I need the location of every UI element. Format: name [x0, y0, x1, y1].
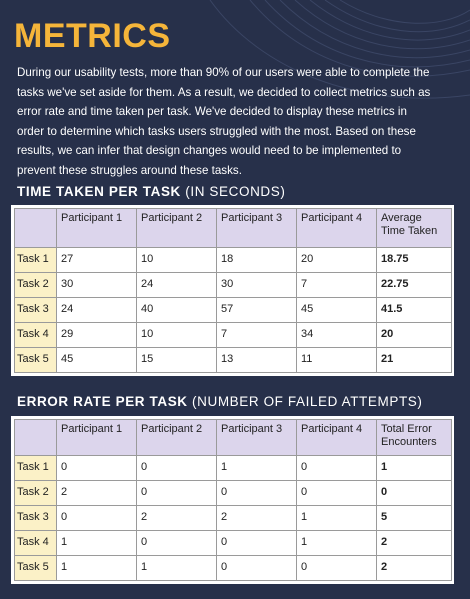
- row-label: Task 2: [15, 481, 57, 506]
- header-cell: Participant 2: [137, 209, 217, 248]
- row-label: Task 1: [15, 248, 57, 273]
- time-table-header-row: [15, 209, 452, 248]
- total-cell: 5: [377, 506, 452, 531]
- row-label: Task 3: [15, 506, 57, 531]
- table-cell: 0: [217, 531, 297, 556]
- table-row: [15, 248, 452, 273]
- total-cell: 1: [377, 456, 452, 481]
- average-cell: 18.75: [377, 248, 452, 273]
- row-label: Task 5: [15, 348, 57, 373]
- table-cell: 1: [57, 531, 137, 556]
- row-label: Task 4: [15, 323, 57, 348]
- table-cell: 57: [217, 298, 297, 323]
- table-row: [15, 506, 452, 531]
- page-title: METRICS: [14, 17, 171, 55]
- error-heading-rest: (NUMBER OF FAILED ATTEMPTS): [192, 394, 423, 409]
- table-cell: 0: [297, 481, 377, 506]
- row-label: Task 1: [15, 456, 57, 481]
- table-row: [15, 481, 452, 506]
- error-table-header-row: [15, 420, 452, 456]
- row-label: Task 3: [15, 298, 57, 323]
- table-cell: 7: [297, 273, 377, 298]
- total-cell: 2: [377, 556, 452, 581]
- header-cell: Average Time Taken: [377, 209, 452, 248]
- table-cell: 0: [57, 506, 137, 531]
- header-cell: Participant 1: [57, 420, 137, 456]
- total-cell: 2: [377, 531, 452, 556]
- time-heading-bold: TIME TAKEN PER TASK: [17, 184, 181, 199]
- table-row: [15, 298, 452, 323]
- time-heading-rest: (IN SECONDS): [185, 184, 286, 199]
- time-table: [14, 208, 452, 373]
- header-cell: Total Error Encounters: [377, 420, 452, 456]
- time-table-container: [11, 205, 454, 376]
- header-cell: Participant 4: [297, 420, 377, 456]
- table-cell: 29: [57, 323, 137, 348]
- table-cell: 10: [137, 248, 217, 273]
- row-label: Task 5: [15, 556, 57, 581]
- average-cell: 20: [377, 323, 452, 348]
- table-row: [15, 273, 452, 298]
- average-cell: 21: [377, 348, 452, 373]
- table-row: [15, 531, 452, 556]
- table-cell: 1: [137, 556, 217, 581]
- table-cell: 13: [217, 348, 297, 373]
- table-cell: 2: [57, 481, 137, 506]
- table-cell: 24: [57, 298, 137, 323]
- header-cell: Participant 3: [217, 420, 297, 456]
- table-cell: 2: [137, 506, 217, 531]
- header-cell: Participant 4: [297, 209, 377, 248]
- header-cell: Participant 2: [137, 420, 217, 456]
- table-cell: 45: [297, 298, 377, 323]
- table-cell: 27: [57, 248, 137, 273]
- average-cell: 41.5: [377, 298, 452, 323]
- table-cell: 40: [137, 298, 217, 323]
- time-table-heading: [17, 184, 285, 199]
- table-cell: 18: [217, 248, 297, 273]
- table-row: [15, 456, 452, 481]
- table-cell: 7: [217, 323, 297, 348]
- row-label: Task 4: [15, 531, 57, 556]
- table-cell: 0: [217, 556, 297, 581]
- table-cell: 1: [297, 531, 377, 556]
- table-cell: 1: [217, 456, 297, 481]
- table-cell: 0: [137, 481, 217, 506]
- table-cell: 2: [217, 506, 297, 531]
- table-cell: 0: [137, 531, 217, 556]
- row-label: Task 2: [15, 273, 57, 298]
- error-heading-bold: ERROR RATE PER TASK: [17, 394, 188, 409]
- table-cell: 30: [57, 273, 137, 298]
- header-corner: [15, 209, 57, 248]
- table-cell: 0: [297, 556, 377, 581]
- table-cell: 24: [137, 273, 217, 298]
- table-cell: 45: [57, 348, 137, 373]
- table-cell: 0: [137, 456, 217, 481]
- table-cell: 1: [297, 506, 377, 531]
- header-cell: Participant 1: [57, 209, 137, 248]
- table-cell: 0: [297, 456, 377, 481]
- table-cell: 0: [57, 456, 137, 481]
- table-cell: 11: [297, 348, 377, 373]
- total-cell: 0: [377, 481, 452, 506]
- table-cell: 15: [137, 348, 217, 373]
- average-cell: 22.75: [377, 273, 452, 298]
- table-cell: 34: [297, 323, 377, 348]
- table-row: [15, 323, 452, 348]
- error-table-heading: [17, 394, 423, 409]
- table-cell: 10: [137, 323, 217, 348]
- error-table-container: [11, 416, 454, 584]
- table-cell: 1: [57, 556, 137, 581]
- header-corner: [15, 420, 57, 456]
- table-cell: 0: [217, 481, 297, 506]
- table-cell: 30: [217, 273, 297, 298]
- header-cell: Participant 3: [217, 209, 297, 248]
- table-cell: 20: [297, 248, 377, 273]
- table-row: [15, 348, 452, 373]
- error-table: [14, 419, 452, 581]
- table-row: [15, 556, 452, 581]
- intro-paragraph: During our usability tests, more than 90% of our users were able to complete the tasks we've set aside for them. As a result, we decided to collect metrics such as error rate and time taken per task. We've decided to display these metrics in order to determine which tasks users struggled with the most. Based on these results, we can infer that design changes would need to be implemented to prevent these struggles around these tasks.: [17, 66, 431, 177]
